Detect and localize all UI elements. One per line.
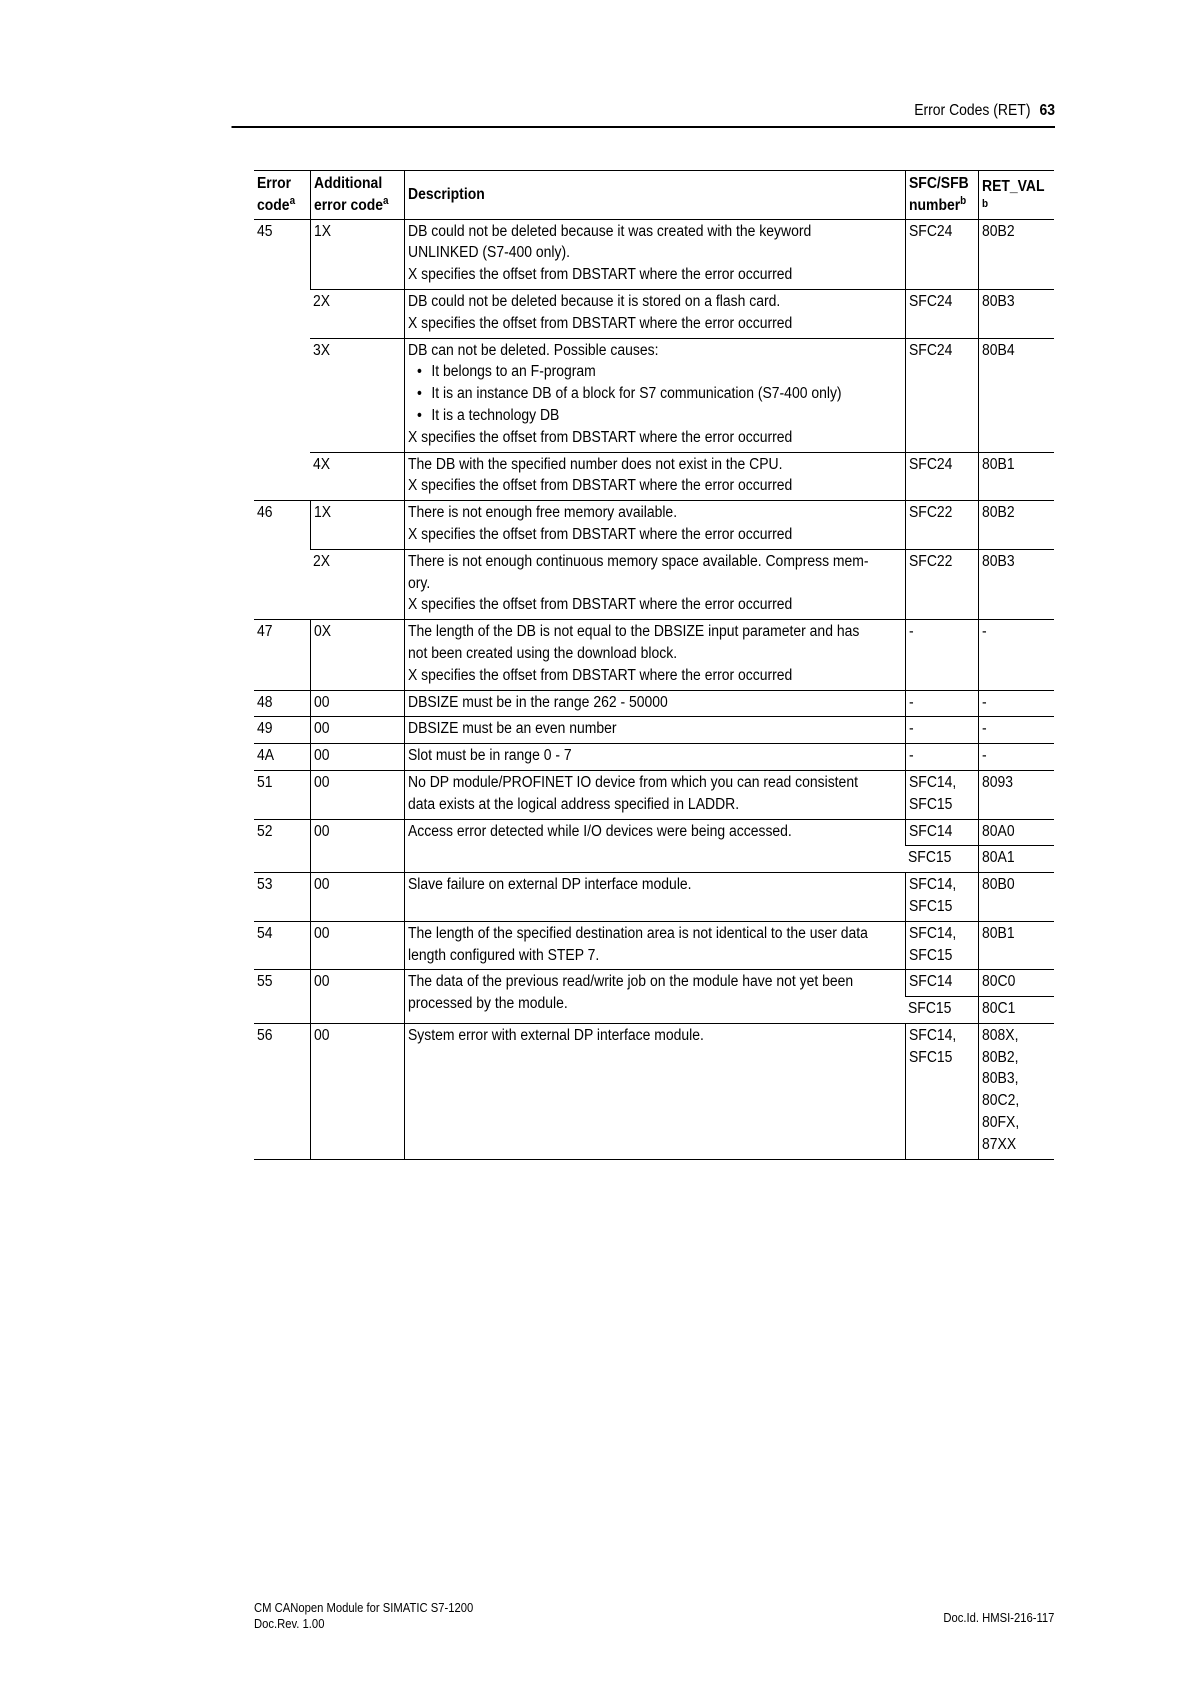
additional-code-cell: 00: [310, 770, 404, 819]
table-header-row: [254, 171, 1054, 220]
ret-val-cell: -: [978, 744, 1054, 771]
table-row: [254, 338, 1054, 452]
table-row: [254, 873, 1054, 922]
table-row: [254, 690, 1054, 717]
error-code-cell: 45: [254, 219, 310, 501]
error-code-cell: 54: [254, 921, 310, 970]
sfc-cell: -: [905, 620, 978, 690]
footer-product-info: [254, 1600, 473, 1632]
error-code-cell: 48: [254, 690, 310, 717]
ret-val-cell: 80A0: [978, 819, 1054, 846]
description-cell: The DB with the specified number does not exist in the CPU. X specifies the offset from DBSTART where the error occurred: [404, 452, 905, 501]
description-cell: DBSIZE must be in the range 262 - 50000: [404, 690, 905, 717]
table-row: [254, 219, 1054, 289]
sfc-cell: SFC15: [905, 997, 978, 1024]
error-code-cell: 52: [254, 819, 310, 873]
sfc-cell: SFC14, SFC15: [905, 921, 978, 970]
ret-val-cell: -: [978, 620, 1054, 690]
description-cell: DBSIZE must be an even number: [404, 717, 905, 744]
col-sfc-sfb-number: SFC/SFB number$^b$: [905, 171, 978, 220]
sfc-cell: SFC14: [905, 819, 978, 846]
error-code-cell: 49: [254, 717, 310, 744]
table-row: [254, 921, 1054, 970]
sfc-cell: SFC22: [905, 501, 978, 550]
sfc-cell: SFC15: [905, 846, 978, 873]
sfc-cell: -: [905, 717, 978, 744]
table-row: [254, 819, 1054, 846]
ret-val-cell: 80B4: [978, 338, 1054, 452]
additional-code-cell: 4X: [310, 452, 404, 501]
footer-revision: Doc.Rev. 1.00: [254, 1617, 325, 1631]
ret-val-cell: -: [978, 717, 1054, 744]
ret-val-cell: 80B1: [978, 452, 1054, 501]
additional-code-cell: 00: [310, 873, 404, 922]
additional-code-cell: 00: [310, 819, 404, 873]
error-code-cell: 55: [254, 970, 310, 1024]
additional-code-cell: 00: [310, 690, 404, 717]
sfc-cell: -: [905, 744, 978, 771]
error-code-cell: 53: [254, 873, 310, 922]
additional-code-cell: 1X: [310, 501, 404, 550]
description-cell: The data of the previous read/write job on the module have not yet been processed by the module.: [404, 970, 905, 1024]
sfc-cell: -: [905, 690, 978, 717]
description-cell: Access error detected while I/O devices were being accessed.: [404, 819, 905, 873]
additional-code-cell: 2X: [310, 289, 404, 338]
ret-val-cell: 80B3: [978, 549, 1054, 619]
table-row: [254, 717, 1054, 744]
description-cell: No DP module/PROFINET IO device from which you can read consistent data exists at the logical address specified in LADDR.: [404, 770, 905, 819]
table-row: [254, 549, 1054, 619]
additional-code-cell: 2X: [310, 549, 404, 619]
error-code-cell: 56: [254, 1023, 310, 1159]
sfc-cell: SFC14: [905, 970, 978, 997]
sfc-cell: SFC14, SFC15: [905, 1023, 978, 1159]
ret-val-cell: 80C1: [978, 997, 1054, 1024]
table-row: [254, 289, 1054, 338]
table-row: [254, 970, 1054, 997]
ret-val-cell: 80B1: [978, 921, 1054, 970]
error-code-cell: 51: [254, 770, 310, 819]
sfc-cell: SFC24: [905, 289, 978, 338]
description-cell: DB could not be deleted because it was created with the keyword UNLINKED (S7-400 only). X specifies the offset from DBSTART where the error occurred: [404, 219, 905, 289]
page-number: 63: [1039, 102, 1055, 119]
error-code-table: [254, 170, 1054, 1160]
error-code-cell: 46: [254, 501, 310, 620]
additional-code-cell: 00: [310, 921, 404, 970]
additional-code-cell: 00: [310, 970, 404, 1024]
ret-val-cell: 80A1: [978, 846, 1054, 873]
ret-val-cell: 8093: [978, 770, 1054, 819]
description-cell: The length of the specified destination area is not identical to the user data length configured with STEP 7.: [404, 921, 905, 970]
additional-code-cell: 0X: [310, 620, 404, 690]
ret-val-cell: -: [978, 690, 1054, 717]
ret-val-cell: 808X, 80B2, 80B3, 80C2, 80FX, 87XX: [978, 1023, 1054, 1159]
table-row: [254, 744, 1054, 771]
description-cell: There is not enough continuous memory space available. Compress mem- ory. X specifies the offset from DBSTART where the error occurred: [404, 549, 905, 619]
ret-val-cell: 80B2: [978, 501, 1054, 550]
error-code-cell: 47: [254, 620, 310, 690]
description-cell: Slot must be in range 0 - 7: [404, 744, 905, 771]
additional-code-cell: 3X: [310, 338, 404, 452]
page-header: [232, 100, 1056, 128]
header-title: Error Codes (RET): [914, 102, 1031, 119]
sfc-cell: SFC24: [905, 452, 978, 501]
description-cell: Slave failure on external DP interface module.: [404, 873, 905, 922]
col-error-code: Error code$^a$: [254, 171, 310, 220]
additional-code-cell: 00: [310, 1023, 404, 1159]
table-row: [254, 452, 1054, 501]
description-cell: System error with external DP interface module.: [404, 1023, 905, 1159]
ret-val-cell: 80B2: [978, 219, 1054, 289]
sfc-cell: SFC24: [905, 219, 978, 289]
sfc-cell: SFC14, SFC15: [905, 873, 978, 922]
table-row: [254, 620, 1054, 690]
description-cell: DB can not be deleted. Possible causes: • It belongs to an F-program • It is an instance DB of a block for S7 communication (S7-400 only) • It is a technology DB X specifies the offset from DBSTART where the error occurred: [404, 338, 905, 452]
footer-product: CM CANopen Module for SIMATIC S7-1200: [254, 1601, 474, 1615]
footer-doc-id: Doc.Id. HMSI-216-117: [942, 1611, 1054, 1625]
description-cell: DB could not be deleted because it is stored on a flash card. X specifies the offset from DBSTART where the error occurred: [404, 289, 905, 338]
additional-code-cell: 1X: [310, 219, 404, 289]
error-code-cell: 4A: [254, 744, 310, 771]
ret-val-cell: 80B0: [978, 873, 1054, 922]
additional-code-cell: 00: [310, 717, 404, 744]
sfc-cell: SFC14, SFC15: [905, 770, 978, 819]
col-additional-error-code: Additional error code$^a$: [310, 171, 404, 220]
table-row: [254, 770, 1054, 819]
sfc-cell: SFC22: [905, 549, 978, 619]
col-description: Description: [404, 171, 905, 220]
additional-code-cell: 00: [310, 744, 404, 771]
table-row: [254, 1023, 1054, 1159]
description-cell: The length of the DB is not equal to the DBSIZE input parameter and has not been created using the download block. X specifies the offset from DBSTART where the error occurred: [404, 620, 905, 690]
col-ret-val: RET_VAL b: [978, 171, 1054, 220]
description-cell: There is not enough free memory available. X specifies the offset from DBSTART where the error occurred: [404, 501, 905, 550]
ret-val-cell: 80B3: [978, 289, 1054, 338]
sfc-cell: SFC24: [905, 338, 978, 452]
ret-val-cell: 80C0: [978, 970, 1054, 997]
table-row: [254, 501, 1054, 550]
